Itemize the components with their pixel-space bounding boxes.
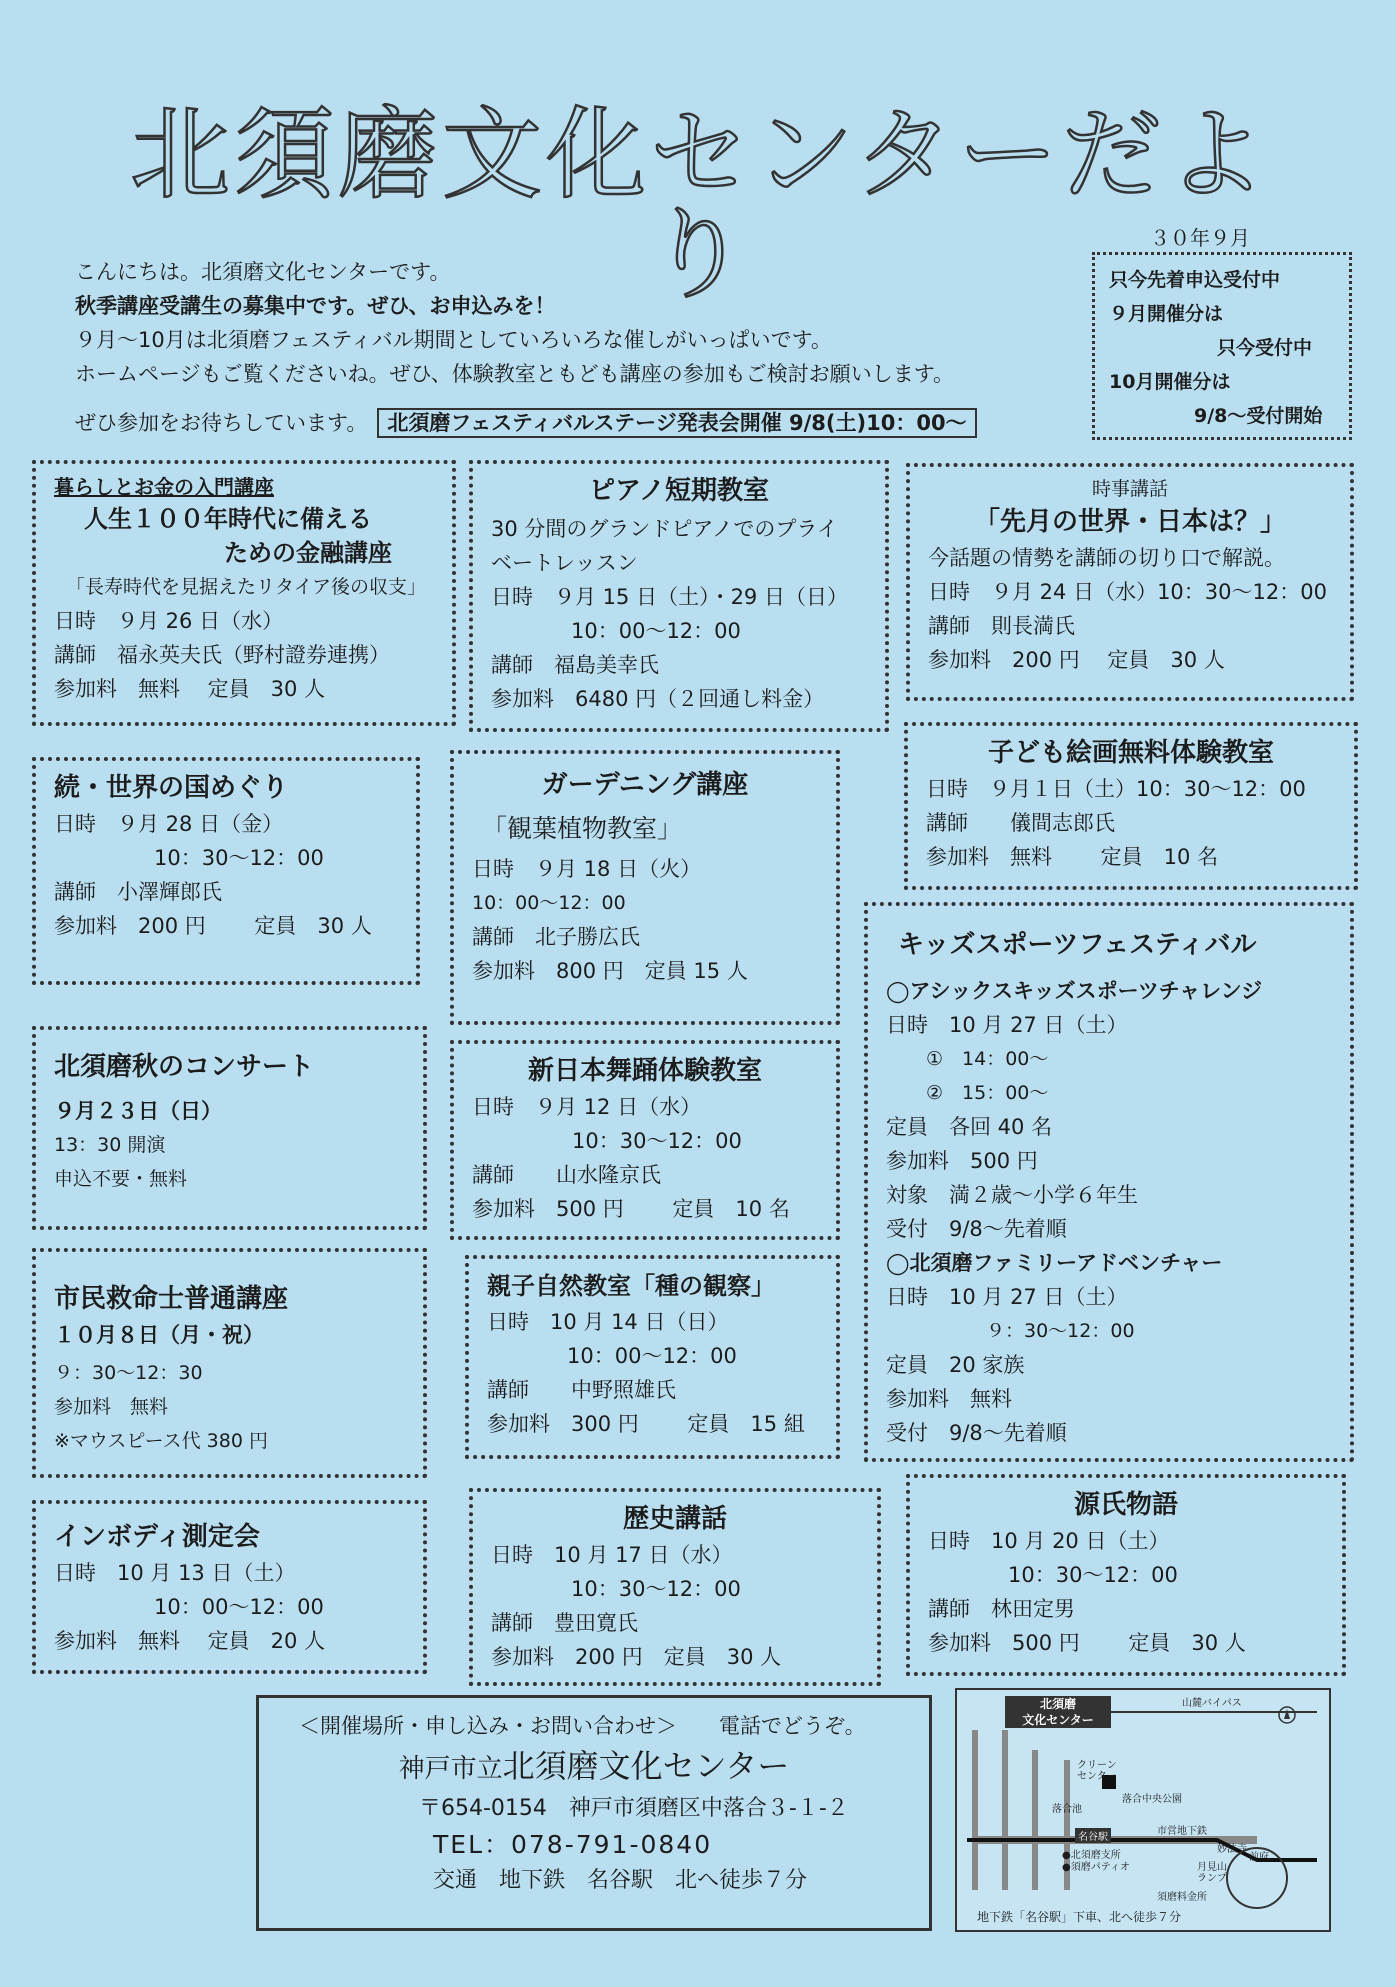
- intro-line: ぜひ参加をお待ちしています。: [75, 411, 368, 435]
- intro-line: ９月～10月は北須磨フェスティバル期間としていろいろな催しがいっぱいです。: [75, 328, 832, 352]
- kids-sports-box: [864, 902, 1354, 1462]
- box-heading: 源氏物語: [1073, 1490, 1178, 1520]
- kids-art-box: [904, 722, 1358, 890]
- box-fee: 参加料 500 円 定員 10 名: [472, 1197, 790, 1221]
- box-fee: 参加料 無料 定員 10 名: [926, 845, 1219, 869]
- money-course-box: [32, 460, 456, 726]
- box-date: １０月８日（月・祝）: [54, 1323, 264, 1347]
- stage-announcement: [75, 407, 977, 437]
- box-time: ② 15：00～: [926, 1082, 1049, 1104]
- box-heading: 北須磨秋のコンサート: [54, 1052, 315, 1082]
- map-label: [1077, 1760, 1117, 1782]
- box-subtitle: 「観葉植物教室」: [482, 814, 683, 843]
- registration-notice: [1092, 252, 1352, 440]
- box-fee: 参加料 200 円 定員 30 人: [54, 914, 372, 938]
- box-heading: 歴史講話: [622, 1504, 727, 1534]
- box-time: ① 14：00～: [926, 1048, 1049, 1070]
- box-description: ベートレッスン: [491, 551, 638, 575]
- page-title: 北須磨文化センターだより: [130, 96, 1270, 313]
- box-date: ９月２３日（日）: [54, 1099, 222, 1123]
- map-label: 北須磨: [1039, 1697, 1076, 1711]
- map-label: ●須磨パティオ: [1062, 1862, 1130, 1873]
- notice-line: 只今先着申込受付中: [1109, 269, 1281, 291]
- box-fee: 参加料 800 円 定員 15 人: [472, 959, 748, 983]
- map-label: 山麓バイパス: [1182, 1698, 1242, 1709]
- event-title: ◯北須磨ファミリーアドベンチャー: [886, 1251, 1223, 1275]
- event-title: ◯アシックスキッズスポーツチャレンジ: [886, 979, 1263, 1003]
- current-events-box: [906, 463, 1354, 701]
- box-heading: 続・世界の国めぐり: [54, 773, 289, 803]
- contact-box: [256, 1695, 932, 1931]
- inbody-box: [32, 1500, 427, 1674]
- stage-event-label: 北須磨フェスティバルステージ発表会開催 9/8(土)10：00～: [377, 408, 976, 438]
- box-registration: 受付 9/8～先着順: [886, 1421, 1067, 1445]
- box-teacher: 講師 福島美幸氏: [491, 653, 659, 677]
- box-date: 日時 10 月 20 日（土）: [928, 1529, 1170, 1553]
- box-date: 日時 10 月 14 日（日）: [487, 1310, 729, 1334]
- concert-box: [32, 1026, 427, 1230]
- box-capacity: 定員 20 家族: [886, 1353, 1025, 1377]
- gardening-box: [450, 750, 840, 1025]
- box-date: 日時 ９月 24 日（水）10：30～12：00: [928, 580, 1327, 604]
- map-label: ランプ: [1197, 1873, 1227, 1884]
- box-fee: 参加料 無料 定員 20 人: [54, 1629, 326, 1653]
- notice-line: ９月開催分は: [1109, 303, 1224, 325]
- box-target: 対象 満２歳～小学６年生: [886, 1183, 1138, 1207]
- box-heading: ピアノ短期教室: [589, 476, 769, 506]
- organization-title: 北須磨文化センター: [502, 1747, 790, 1785]
- postal-address: 〒654-0154 神戸市須磨区中落合３-１-２: [419, 1796, 849, 1821]
- box-registration: 受付 9/8～先着順: [886, 1217, 1067, 1241]
- intro-line: こんにちは。北須磨文化センターです。: [75, 260, 451, 284]
- first-aid-box: [32, 1248, 427, 1478]
- organization-name: [277, 1748, 911, 1787]
- box-fee: 参加料 無料: [886, 1387, 1012, 1411]
- organization-prefix: 神戸市立: [398, 1754, 503, 1784]
- map-label: 落合池: [1052, 1804, 1082, 1815]
- box-pre-heading: 時事講話: [1091, 478, 1168, 500]
- box-heading: 暮らしとお金の入門講座: [54, 475, 274, 499]
- box-heading: 人生１００年時代に備える: [84, 505, 372, 533]
- box-teacher: 講師 小澤輝郎氏: [54, 880, 222, 904]
- box-heading: 市民救命士普通講座: [54, 1284, 289, 1314]
- map-label: 須磨料金所: [1157, 1892, 1207, 1903]
- box-date: 日時 ９月１日（土）10：30～12：00: [926, 777, 1306, 801]
- box-fee: 参加料 200 円 定員 30 人: [491, 1645, 782, 1669]
- notice-line: 10月開催分は: [1109, 371, 1231, 393]
- box-teacher: 講師 儀間志郎氏: [926, 811, 1115, 835]
- box-date: 日時 ９月 12 日（水）: [472, 1095, 702, 1119]
- dance-box: [450, 1040, 840, 1240]
- map-label: クリーン: [1077, 1760, 1117, 1771]
- box-fee: 参加料 300 円 定員 15 組: [487, 1412, 805, 1436]
- box-heading: 親子自然教室「種の観察」: [487, 1272, 775, 1300]
- intro-line: 秋季講座受講生の募集中です。ぜひ、お申込みを！: [75, 294, 556, 318]
- notice-line: 只今受付中: [1217, 337, 1313, 359]
- box-teacher: 講師 中野照雄氏: [487, 1378, 676, 1402]
- box-time: 10：30～12：00: [1008, 1563, 1178, 1587]
- box-time: ９：30～12：00: [986, 1320, 1135, 1342]
- phone-number: TEL：078-791-0840: [433, 1830, 713, 1859]
- box-date: 日時 ９月 28 日（金）: [54, 812, 284, 836]
- piano-box: [469, 460, 889, 732]
- box-teacher: 講師 北子勝広氏: [472, 925, 640, 949]
- intro-line: ホームページもご覧くださいね。ぜひ、体験教室ともども講座の参加もご検討お願いします。: [75, 362, 955, 386]
- box-time: 10：00～12：00: [567, 1344, 737, 1368]
- map-label: センター: [1077, 1771, 1117, 1782]
- box-heading: キッズスポーツフェスティバル: [898, 930, 1257, 960]
- box-teacher: 講師 則長満氏: [928, 614, 1075, 638]
- box-teacher: 講師 山水隆京氏: [472, 1163, 661, 1187]
- map-label: [1062, 1850, 1130, 1874]
- box-date: 日時 ９月 15 日（土）・29 日（日）: [491, 585, 848, 609]
- box-fee: 参加料 無料: [54, 1396, 169, 1418]
- world-tour-box: [32, 757, 420, 985]
- notice-line: 9/8～受付開始: [1194, 405, 1323, 427]
- map-center-label: [1005, 1696, 1111, 1728]
- box-time: 10：30～12：00: [571, 1577, 741, 1601]
- history-box: [469, 1488, 881, 1686]
- box-description: 30 分間のグランドピアノでのプライ: [491, 517, 838, 541]
- access-info: 交通 地下鉄 名谷駅 北へ徒歩７分: [433, 1868, 808, 1893]
- box-heading: 新日本舞踊体験教室: [527, 1056, 762, 1086]
- map-label: 落合中央公園: [1122, 1794, 1182, 1805]
- box-fee: 参加料 6480 円（２回通し料金）: [491, 687, 825, 711]
- box-heading: 「先月の世界・日本は？」: [973, 507, 1286, 537]
- genji-box: [906, 1474, 1346, 1676]
- box-teacher: 講師 林田定男: [928, 1597, 1075, 1621]
- box-date: 日時 10 月 17 日（水）: [491, 1543, 733, 1567]
- box-description: 今話題の情勢を講師の切り口で解説。: [928, 546, 1285, 570]
- box-time: 10：00～12：00: [571, 619, 741, 643]
- box-fee: 参加料 200 円 定員 30 人: [928, 648, 1225, 672]
- map-label: 妙法寺: [1217, 1844, 1247, 1855]
- map-label: 前府: [1249, 1852, 1269, 1863]
- intro-text: [75, 255, 954, 391]
- access-map: [955, 1688, 1331, 1932]
- box-fee: 参加料 無料 定員 30 人: [54, 677, 326, 701]
- box-date: 日時 10 月 27 日（土）: [886, 1013, 1128, 1037]
- map-label: [1197, 1862, 1227, 1884]
- issue-date: ３０年９月: [1150, 226, 1250, 250]
- map-label: 名谷駅: [1075, 1828, 1111, 1843]
- box-note: ※マウスピース代 380 円: [54, 1430, 268, 1452]
- map-label: 文化センター: [1022, 1713, 1094, 1727]
- contact-heading: ＜開催場所・申し込み・お問い合わせ＞ 電話でどうぞ。: [299, 1714, 866, 1738]
- box-time: 10：00～12：00: [472, 892, 626, 914]
- box-date: 日時 10 月 13 日（土）: [54, 1561, 296, 1585]
- box-capacity: 定員 各回 40 名: [886, 1115, 1053, 1139]
- box-date: 日時 10 月 27 日（土）: [886, 1285, 1128, 1309]
- box-time: ９：30～12：30: [54, 1362, 203, 1384]
- box-date: 日時 ９月 26 日（水）: [54, 609, 284, 633]
- map-caption: 地下鉄「名谷駅」下車、北へ徒歩７分: [977, 1910, 1182, 1924]
- box-time: 13：30 開演: [54, 1134, 166, 1156]
- map-label: 市営地下鉄: [1157, 1826, 1207, 1837]
- box-time: 10：30～12：00: [572, 1129, 742, 1153]
- box-fee: 参加料 500 円 定員 30 人: [928, 1631, 1246, 1655]
- box-heading: ガーデニング講座: [541, 770, 749, 800]
- nature-box: [465, 1255, 840, 1459]
- box-heading: ための金融講座: [224, 539, 392, 567]
- box-time: 10：00～12：00: [154, 1595, 324, 1619]
- box-note: 申込不要・無料: [54, 1168, 188, 1190]
- box-fee: 参加料 500 円: [886, 1149, 1038, 1173]
- box-time: 10：30～12：00: [154, 846, 324, 870]
- box-heading: 子ども絵画無料体験教室: [987, 738, 1274, 768]
- box-date: 日時 ９月 18 日（火）: [472, 857, 702, 881]
- map-label: ●北須磨支所: [1062, 1850, 1121, 1861]
- box-heading: インボディ測定会: [54, 1522, 260, 1552]
- box-teacher: 講師 豊田寛氏: [491, 1611, 638, 1635]
- box-teacher: 講師 福永英夫氏（野村證券連携）: [54, 643, 390, 667]
- box-subtitle: 「長寿時代を見据えたリタイア後の収支」: [66, 576, 427, 598]
- map-label: 月見山: [1197, 1862, 1227, 1873]
